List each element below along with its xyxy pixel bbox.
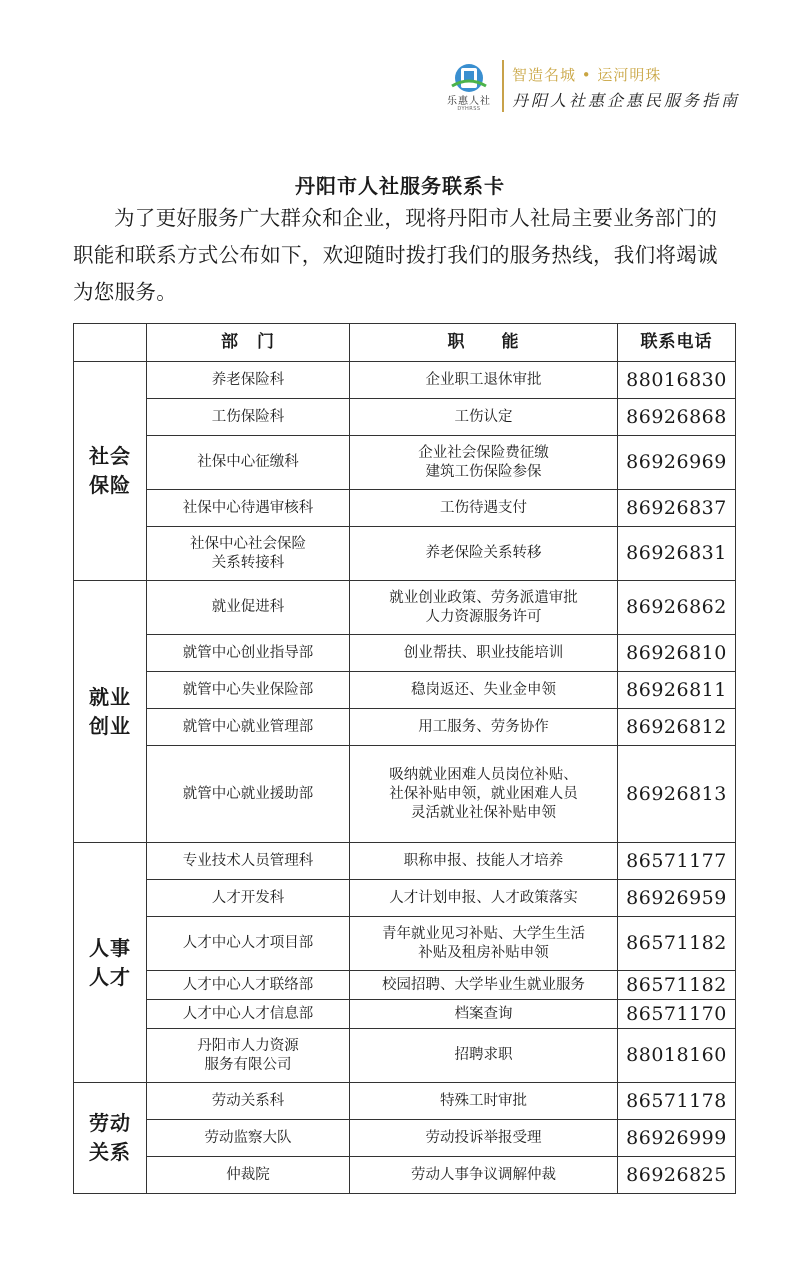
table-row	[74, 1000, 736, 1029]
table-row	[74, 581, 736, 635]
department-cell: 就管中心就业管理部	[147, 709, 350, 746]
header-slogan: 智造名城 • 运河明珠	[512, 66, 662, 84]
header-divider	[502, 60, 504, 112]
phone-cell: 86926862	[618, 581, 736, 635]
header-department: 部 门	[147, 324, 350, 362]
phone-cell: 86926999	[618, 1120, 736, 1157]
function-cell: 职称申报、技能人才培养	[350, 843, 618, 880]
header-guide-title: 丹阳人社惠企惠民服务指南	[512, 91, 741, 110]
phone-cell: 88018160	[618, 1029, 736, 1083]
table-row	[74, 1157, 736, 1194]
department-cell: 社保中心待遇审核科	[147, 490, 350, 527]
phone-cell: 86571178	[618, 1083, 736, 1120]
department-cell: 养老保险科	[147, 362, 350, 399]
function-cell: 用工服务、劳务协作	[350, 709, 618, 746]
department-cell: 就管中心创业指导部	[147, 635, 350, 672]
table-row	[74, 672, 736, 709]
function-cell: 养老保险关系转移	[350, 527, 618, 581]
department-cell: 劳动关系科	[147, 1083, 350, 1120]
table-row	[74, 527, 736, 581]
function-cell: 创业帮扶、职业技能培训	[350, 635, 618, 672]
phone-cell: 86926810	[618, 635, 736, 672]
function-cell: 档案查询	[350, 1000, 618, 1029]
department-cell: 社保中心社会保险 关系转接科	[147, 527, 350, 581]
function-cell: 工伤认定	[350, 399, 618, 436]
category-cell: 人事 人才	[74, 843, 147, 1083]
function-cell: 青年就业见习补贴、大学生生活 补贴及租房补贴申领	[350, 917, 618, 971]
table-row	[74, 635, 736, 672]
header-category	[74, 324, 147, 362]
table-row	[74, 971, 736, 1000]
function-cell: 稳岗返还、失业金申领	[350, 672, 618, 709]
function-cell: 企业社会保险费征缴 建筑工伤保险参保	[350, 436, 618, 490]
department-cell: 仲裁院	[147, 1157, 350, 1194]
phone-cell: 86926969	[618, 436, 736, 490]
function-cell: 劳动人事争议调解仲裁	[350, 1157, 618, 1194]
function-cell: 人才计划申报、人才政策落实	[350, 880, 618, 917]
phone-cell: 86926959	[618, 880, 736, 917]
function-cell: 企业职工退休审批	[350, 362, 618, 399]
table-row	[74, 1120, 736, 1157]
department-cell: 工伤保险科	[147, 399, 350, 436]
function-cell: 吸纳就业困难人员岗位补贴、 社保补贴申领，就业困难人员 灵活就业社保补贴申领	[350, 746, 618, 843]
phone-cell: 86926811	[618, 672, 736, 709]
phone-cell: 86571170	[618, 1000, 736, 1029]
department-cell: 人才中心人才项目部	[147, 917, 350, 971]
department-cell: 社保中心征缴科	[147, 436, 350, 490]
header-function: 职 能	[350, 324, 618, 362]
phone-cell: 86571177	[618, 843, 736, 880]
phone-cell: 86926812	[618, 709, 736, 746]
phone-cell: 86926825	[618, 1157, 736, 1194]
header-phone: 联系电话	[618, 324, 736, 362]
table-row	[74, 399, 736, 436]
table-row	[74, 436, 736, 490]
phone-cell: 88016830	[618, 362, 736, 399]
table-row	[74, 843, 736, 880]
table-row	[74, 709, 736, 746]
document-intro: 为了更好服务广大群众和企业，现将丹阳市人社局主要业务部门的职能和联系方式公布如下，欢迎随时拨打我们的服务热线，我们将竭诚为您服务。	[73, 206, 718, 304]
department-cell: 就管中心就业援助部	[147, 746, 350, 843]
function-cell: 工伤待遇支付	[350, 490, 618, 527]
function-cell: 劳动投诉举报受理	[350, 1120, 618, 1157]
logo-subtext: DYHRSS	[457, 106, 481, 112]
table-row	[74, 362, 736, 399]
department-cell: 人才开发科	[147, 880, 350, 917]
phone-cell: 86926868	[618, 399, 736, 436]
department-cell: 人才中心人才联络部	[147, 971, 350, 1000]
department-cell: 丹阳市人力资源 服务有限公司	[147, 1029, 350, 1083]
phone-cell: 86571182	[618, 917, 736, 971]
table-header-row	[74, 324, 736, 362]
phone-cell: 86926837	[618, 490, 736, 527]
table-row	[74, 1083, 736, 1120]
department-cell: 劳动监察大队	[147, 1120, 350, 1157]
page-header	[438, 56, 758, 122]
function-cell: 招聘求职	[350, 1029, 618, 1083]
department-cell: 就业促进科	[147, 581, 350, 635]
category-cell: 劳动 关系	[74, 1083, 147, 1194]
contact-table	[73, 323, 736, 1194]
table-row	[74, 917, 736, 971]
table-row	[74, 746, 736, 843]
table-row	[74, 880, 736, 917]
phone-cell: 86926831	[618, 527, 736, 581]
function-cell: 特殊工时审批	[350, 1083, 618, 1120]
department-cell: 人才中心人才信息部	[147, 1000, 350, 1029]
department-cell: 就管中心失业保险部	[147, 672, 350, 709]
category-cell: 就业 创业	[74, 581, 147, 843]
category-cell: 社会 保险	[74, 362, 147, 581]
function-cell: 就业创业政策、劳务派遣审批 人力资源服务许可	[350, 581, 618, 635]
table-row	[74, 490, 736, 527]
table-row	[74, 1029, 736, 1083]
logo-text: 乐惠人社	[447, 96, 491, 107]
department-cell: 专业技术人员管理科	[147, 843, 350, 880]
document-title: 丹阳市人社服务联系卡	[295, 174, 505, 198]
phone-cell: 86926813	[618, 746, 736, 843]
phone-cell: 86571182	[618, 971, 736, 1000]
function-cell: 校园招聘、大学毕业生就业服务	[350, 971, 618, 1000]
